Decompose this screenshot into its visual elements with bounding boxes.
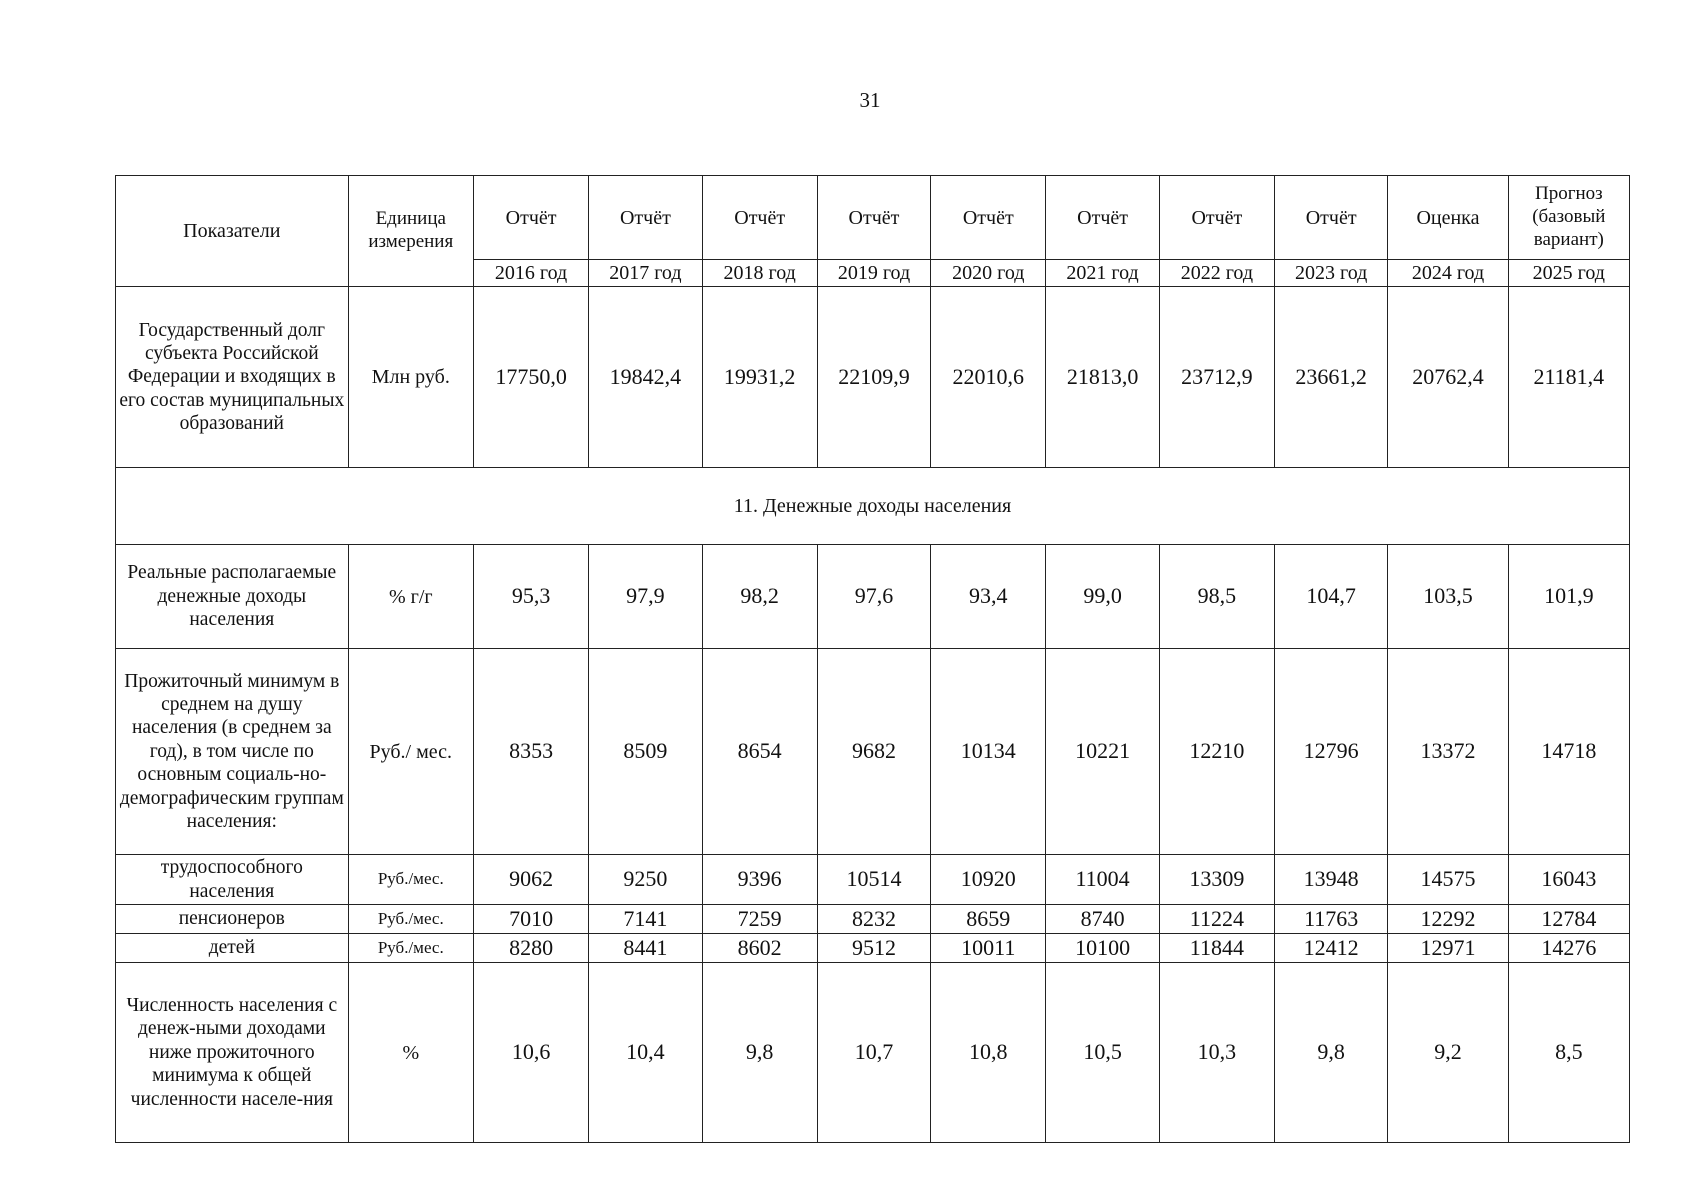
header-period-label: Отчёт [817,176,930,260]
value-cell: 12784 [1508,905,1629,934]
value-cell: 9682 [817,649,930,855]
header-year: 2017 год [589,260,702,287]
value-cell: 21181,4 [1508,287,1629,468]
header-year: 2018 год [702,260,817,287]
value-cell: 8509 [589,649,702,855]
row-unit: Руб./мес. [348,855,473,905]
header-period-label: Отчёт [1275,176,1388,260]
value-cell: 17750,0 [473,287,588,468]
value-cell: 8441 [589,934,702,963]
value-cell: 9396 [702,855,817,905]
header-year: 2024 год [1388,260,1508,287]
value-cell: 10,6 [473,963,588,1143]
header-period-label: Отчёт [1046,176,1159,260]
table-row [116,905,1630,934]
header-period-label: Отчёт [931,176,1046,260]
value-cell: 8353 [473,649,588,855]
value-cell: 95,3 [473,545,588,649]
value-cell: 97,9 [589,545,702,649]
value-cell: 98,5 [1159,545,1274,649]
row-indicator: Численность населения с денеж-ными доходами ниже прожиточного минимума к общей численности населе-ния [116,963,349,1143]
value-cell: 10,3 [1159,963,1274,1143]
value-cell: 14575 [1388,855,1508,905]
table-row [116,649,1630,855]
section-title: 11. Денежные доходы населения [116,468,1630,545]
value-cell: 11224 [1159,905,1274,934]
header-period-label: Отчёт [702,176,817,260]
row-unit: Руб./ мес. [348,649,473,855]
page-number: 31 [859,88,881,112]
value-cell: 21813,0 [1046,287,1159,468]
value-cell: 11763 [1275,905,1388,934]
value-cell: 10,5 [1046,963,1159,1143]
value-cell: 97,6 [817,545,930,649]
header-year: 2023 год [1275,260,1388,287]
value-cell: 12210 [1159,649,1274,855]
value-cell: 10011 [931,934,1046,963]
header-year: 2022 год [1159,260,1274,287]
header-period-label: Оценка [1388,176,1508,260]
row-unit: Руб./мес. [348,934,473,963]
value-cell: 99,0 [1046,545,1159,649]
value-cell: 13309 [1159,855,1274,905]
value-cell: 8659 [931,905,1046,934]
row-unit: % [348,963,473,1143]
header-indicator: Показатели [116,176,349,287]
header-year: 2016 год [473,260,588,287]
row-indicator: Государственный долг субъекта Российской Федерации и входящих в его состав муниципальных образований [116,287,349,468]
value-cell: 7010 [473,905,588,934]
table-row [116,545,1630,649]
row-indicator: Реальные располагаемые денежные доходы населения [116,545,349,649]
value-cell: 20762,4 [1388,287,1508,468]
value-cell: 16043 [1508,855,1629,905]
value-cell: 9062 [473,855,588,905]
value-cell: 19842,4 [589,287,702,468]
value-cell: 101,9 [1508,545,1629,649]
indicators-table [115,175,1630,1143]
table-row [116,287,1630,468]
value-cell: 10514 [817,855,930,905]
value-cell: 12971 [1388,934,1508,963]
value-cell: 8232 [817,905,930,934]
value-cell: 7259 [702,905,817,934]
value-cell: 13948 [1275,855,1388,905]
value-cell: 8654 [702,649,817,855]
value-cell: 22109,9 [817,287,930,468]
value-cell: 12292 [1388,905,1508,934]
header-year: 2020 год [931,260,1046,287]
value-cell: 14718 [1508,649,1629,855]
value-cell: 7141 [589,905,702,934]
section-row [116,468,1630,545]
value-cell: 93,4 [931,545,1046,649]
value-cell: 98,2 [702,545,817,649]
value-cell: 12796 [1275,649,1388,855]
header-row [116,176,1630,260]
value-cell: 19931,2 [702,287,817,468]
value-cell: 9,8 [702,963,817,1143]
value-cell: 22010,6 [931,287,1046,468]
value-cell: 10221 [1046,649,1159,855]
value-cell: 10134 [931,649,1046,855]
row-unit: Млн руб. [348,287,473,468]
header-period-label: Отчёт [589,176,702,260]
header-unit: Единица измерения [348,176,473,287]
header-period-label: Прогноз (базовый вариант) [1508,176,1629,260]
row-indicator: детей [116,934,349,963]
value-cell: 9,2 [1388,963,1508,1143]
value-cell: 104,7 [1275,545,1388,649]
value-cell: 13372 [1388,649,1508,855]
value-cell: 9250 [589,855,702,905]
value-cell: 8602 [702,934,817,963]
header-period-label: Отчёт [1159,176,1274,260]
header-year: 2021 год [1046,260,1159,287]
table-row [116,855,1630,905]
value-cell: 8,5 [1508,963,1629,1143]
value-cell: 8280 [473,934,588,963]
value-cell: 11844 [1159,934,1274,963]
value-cell: 9,8 [1275,963,1388,1143]
value-cell: 10,4 [589,963,702,1143]
value-cell: 23661,2 [1275,287,1388,468]
row-indicator: пенсионеров [116,905,349,934]
row-indicator: Прожиточный минимум в среднем на душу населения (в среднем за год), в том числе по основным социаль-но-демографическим группам населения: [116,649,349,855]
value-cell: 9512 [817,934,930,963]
header-period-label: Отчёт [473,176,588,260]
value-cell: 103,5 [1388,545,1508,649]
value-cell: 10100 [1046,934,1159,963]
table-row [116,963,1630,1143]
value-cell: 10,7 [817,963,930,1143]
value-cell: 12412 [1275,934,1388,963]
row-unit: % г/г [348,545,473,649]
value-cell: 14276 [1508,934,1629,963]
value-cell: 10,8 [931,963,1046,1143]
value-cell: 8740 [1046,905,1159,934]
value-cell: 23712,9 [1159,287,1274,468]
value-cell: 11004 [1046,855,1159,905]
value-cell: 10920 [931,855,1046,905]
row-indicator: трудоспособного населения [116,855,349,905]
row-unit: Руб./мес. [348,905,473,934]
table-row [116,934,1630,963]
header-year: 2025 год [1508,260,1629,287]
header-year: 2019 год [817,260,930,287]
